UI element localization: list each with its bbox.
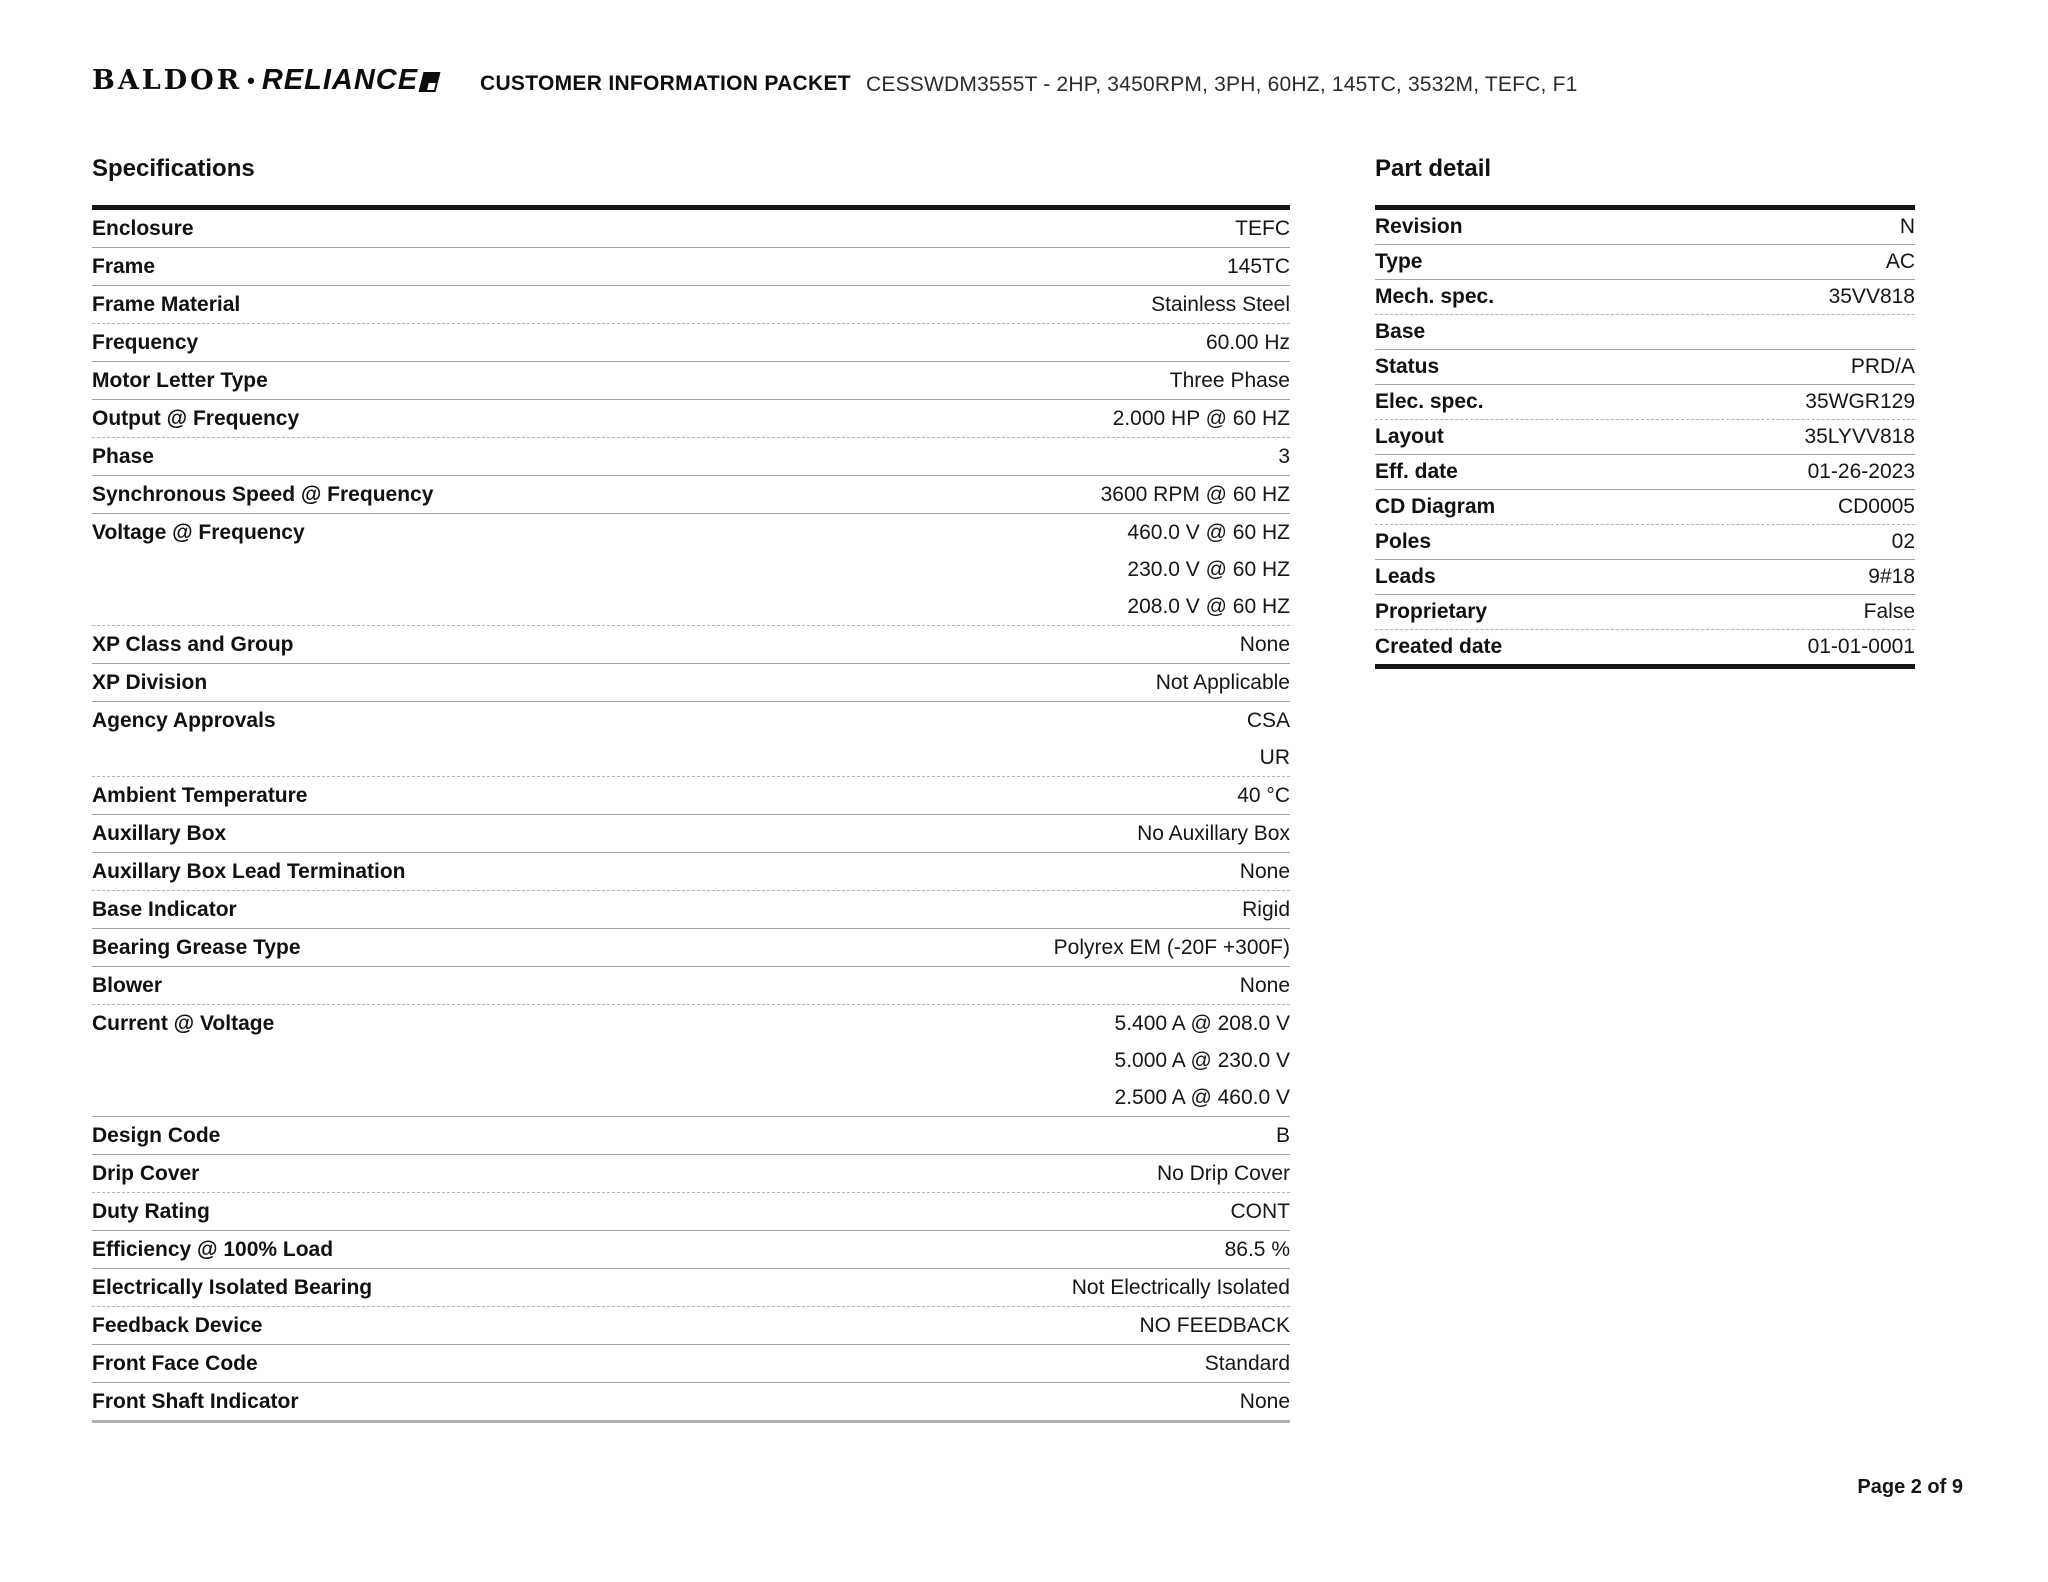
baldor-wordmark: BALDOR — [92, 65, 243, 96]
row-value-line: 230.0 V @ 60 HZ — [1127, 558, 1290, 581]
row-value — [1240, 626, 1290, 663]
table-row — [92, 1193, 1290, 1231]
product-code: CESSWDM3555T - 2HP, 3450RPM, 3PH, 60HZ, 145TC, 3532M, TEFC, F1 — [866, 73, 1578, 96]
row-value — [1225, 1231, 1290, 1268]
row-label: Current @ Voltage — [92, 1012, 275, 1035]
document-title: CUSTOMER INFORMATION PACKET — [480, 72, 851, 95]
row-label: Proprietary — [1375, 600, 1488, 623]
row-value — [1054, 929, 1290, 966]
table-row — [92, 664, 1290, 702]
row-label: Phase — [92, 445, 154, 468]
row-value — [1072, 1269, 1290, 1306]
table-row — [92, 1269, 1290, 1307]
row-label: Layout — [1375, 425, 1444, 448]
row-value-line: Polyrex EM (-20F +300F) — [1053, 936, 1290, 959]
row-value-line: 9#18 — [1868, 565, 1915, 588]
row-value — [1156, 664, 1290, 701]
row-value — [1240, 853, 1290, 890]
row-value-line: AC — [1885, 250, 1915, 273]
table-row — [1375, 420, 1915, 455]
row-value-line: PRD/A — [1850, 355, 1915, 378]
specifications-section — [92, 155, 1290, 1423]
part-detail-section — [1375, 155, 1915, 669]
table-row — [1375, 385, 1915, 420]
table-row — [92, 1345, 1290, 1383]
row-value — [1900, 210, 1915, 244]
row-label: Created date — [1375, 635, 1503, 658]
row-value-line: 35LYVV818 — [1804, 425, 1915, 448]
row-value-line: TEFC — [1235, 217, 1290, 240]
row-value-line: 5.400 A @ 208.0 V — [1114, 1012, 1290, 1035]
row-value — [1206, 324, 1290, 361]
row-value-line: UR — [1259, 746, 1290, 769]
row-value-line: Not Electrically Isolated — [1071, 1276, 1290, 1299]
row-value — [1242, 891, 1290, 928]
row-value-line: CSA — [1246, 709, 1290, 732]
table-row — [1375, 595, 1915, 630]
row-value — [1227, 248, 1290, 285]
specifications-title: Specifications — [92, 155, 255, 182]
reliance-box-icon — [419, 72, 441, 92]
row-value-line: 208.0 V @ 60 HZ — [1127, 595, 1290, 618]
row-label: Duty Rating — [92, 1200, 210, 1223]
row-label: Frame — [92, 255, 156, 278]
row-label: Auxillary Box Lead Termination — [92, 860, 406, 883]
table-row — [92, 1117, 1290, 1155]
row-value — [1278, 438, 1290, 475]
row-label: Base Indicator — [92, 898, 237, 921]
row-label: Blower — [92, 974, 163, 997]
row-value — [1808, 630, 1915, 664]
row-label: Design Code — [92, 1124, 221, 1147]
part-detail-title: Part detail — [1375, 155, 1492, 182]
row-label: Output @ Frequency — [92, 407, 300, 430]
row-value-line: 86.5 % — [1224, 1238, 1290, 1261]
row-value — [1151, 286, 1290, 323]
row-value — [1127, 514, 1290, 625]
row-label: Elec. spec. — [1375, 390, 1484, 413]
row-value-line: None — [1239, 1390, 1290, 1413]
row-label: Synchronous Speed @ Frequency — [92, 483, 434, 506]
row-value — [1115, 1005, 1290, 1116]
row-label: Revision — [1375, 215, 1463, 238]
part-detail-table — [1375, 205, 1915, 669]
row-label: Eff. date — [1375, 460, 1458, 483]
specifications-table — [92, 205, 1290, 1423]
row-value — [1170, 362, 1290, 399]
row-value-line: 3 — [1278, 445, 1290, 468]
row-value-line: No Auxillary Box — [1137, 822, 1290, 845]
row-label: Ambient Temperature — [92, 784, 308, 807]
row-label: Electrically Isolated Bearing — [92, 1276, 373, 1299]
table-row — [92, 702, 1290, 777]
row-value-line: CD0005 — [1837, 495, 1915, 518]
row-label: Leads — [1375, 565, 1436, 588]
row-value — [1247, 702, 1290, 776]
row-value — [1886, 245, 1915, 279]
table-row — [92, 324, 1290, 362]
row-label: Efficiency @ 100% Load — [92, 1238, 334, 1261]
row-label: XP Class and Group — [92, 633, 294, 656]
row-value-line: Three Phase — [1169, 369, 1290, 392]
row-label: Voltage @ Frequency — [92, 521, 305, 544]
table-row — [92, 1005, 1290, 1117]
table-row — [1375, 630, 1915, 664]
table-row — [92, 891, 1290, 929]
row-value-line: 02 — [1891, 530, 1915, 553]
table-row — [1375, 315, 1915, 350]
row-value-line: 01-26-2023 — [1807, 460, 1915, 483]
table-row — [92, 514, 1290, 626]
row-label: CD Diagram — [1375, 495, 1496, 518]
table-row — [1375, 455, 1915, 490]
table-row — [92, 476, 1290, 514]
table-row — [92, 853, 1290, 891]
table-row — [92, 1155, 1290, 1193]
table-row — [1375, 560, 1915, 595]
row-value-line: 40 °C — [1237, 784, 1290, 807]
row-label: Mech. spec. — [1375, 285, 1495, 308]
row-value — [1240, 967, 1290, 1004]
row-value-line: None — [1239, 860, 1290, 883]
row-label: Motor Letter Type — [92, 369, 268, 392]
row-label: Status — [1375, 355, 1440, 378]
row-label: Base — [1375, 320, 1426, 343]
row-value-line: 3600 RPM @ 60 HZ — [1100, 483, 1290, 506]
row-value-line: No Drip Cover — [1156, 1162, 1290, 1185]
table-row — [92, 777, 1290, 815]
row-value-line: 145TC — [1226, 255, 1290, 278]
row-value-line: 2.000 HP @ 60 HZ — [1112, 407, 1290, 430]
row-value — [1157, 1155, 1290, 1192]
table-row — [92, 626, 1290, 664]
row-label: Feedback Device — [92, 1314, 263, 1337]
row-value-line: 60.00 Hz — [1205, 331, 1290, 354]
row-value-line: Standard — [1204, 1352, 1290, 1375]
row-label: Type — [1375, 250, 1423, 273]
row-value-line: None — [1239, 633, 1290, 656]
row-value-line: B — [1275, 1124, 1290, 1147]
row-value-line: Rigid — [1242, 898, 1290, 921]
row-value-line: 35VV818 — [1828, 285, 1915, 308]
row-label: Front Face Code — [92, 1352, 258, 1375]
table-row — [1375, 525, 1915, 560]
row-label: Drip Cover — [92, 1162, 200, 1185]
row-value — [1804, 420, 1915, 454]
table-row — [1375, 245, 1915, 280]
row-value — [1139, 1307, 1290, 1344]
table-row — [1375, 490, 1915, 525]
row-value — [1805, 385, 1915, 419]
row-value-line: None — [1239, 974, 1290, 997]
table-row — [92, 929, 1290, 967]
row-value — [1205, 1345, 1290, 1382]
table-row — [1375, 350, 1915, 385]
row-value-line: False — [1863, 600, 1915, 623]
row-value-line: 5.000 A @ 230.0 V — [1114, 1049, 1290, 1072]
table-row — [92, 1383, 1290, 1420]
table-row — [92, 286, 1290, 324]
row-value-line: N — [1899, 215, 1915, 238]
row-value — [1851, 350, 1915, 384]
row-value — [1101, 476, 1290, 513]
table-row — [92, 1307, 1290, 1345]
row-value-line: Stainless Steel — [1151, 293, 1290, 316]
row-value — [1231, 1193, 1291, 1230]
row-value — [1113, 400, 1290, 437]
table-row — [92, 1231, 1290, 1269]
table-row — [92, 362, 1290, 400]
row-value — [1240, 1383, 1290, 1420]
row-value — [1829, 280, 1915, 314]
row-label: Auxillary Box — [92, 822, 227, 845]
row-value — [1864, 595, 1915, 629]
row-value — [1276, 1117, 1290, 1154]
row-label: Poles — [1375, 530, 1432, 553]
row-value-line: CONT — [1230, 1200, 1290, 1223]
row-value-line: 460.0 V @ 60 HZ — [1127, 521, 1290, 544]
row-label: Bearing Grease Type — [92, 936, 301, 959]
row-value-line: 35WGR129 — [1805, 390, 1915, 413]
row-label: Enclosure — [92, 217, 194, 240]
row-value — [1808, 455, 1915, 489]
row-value — [1892, 525, 1915, 559]
page-indicator: Page 2 of 9 — [1857, 1476, 1963, 1498]
reliance-wordmark: RELIANCE — [261, 64, 419, 96]
row-value — [1838, 490, 1915, 524]
logo-dot-separator: • — [247, 67, 255, 93]
row-value — [1235, 210, 1290, 247]
row-label: Agency Approvals — [92, 709, 276, 732]
row-label: Front Shaft Indicator — [92, 1390, 299, 1413]
row-label: Frequency — [92, 331, 199, 354]
table-row — [92, 400, 1290, 438]
table-row — [92, 210, 1290, 248]
table-row — [92, 815, 1290, 853]
row-value — [1237, 777, 1290, 814]
row-value-line: 01-01-0001 — [1807, 635, 1915, 658]
table-row — [92, 248, 1290, 286]
table-row — [1375, 280, 1915, 315]
table-row — [92, 438, 1290, 476]
table-row — [92, 967, 1290, 1005]
row-label: Frame Material — [92, 293, 241, 316]
brand-logo — [92, 64, 438, 97]
table-row — [1375, 210, 1915, 245]
row-value — [1868, 560, 1915, 594]
row-value-line: Not Applicable — [1155, 671, 1290, 694]
row-value-line: 2.500 A @ 460.0 V — [1114, 1086, 1290, 1109]
row-label: XP Division — [92, 671, 208, 694]
row-value — [1137, 815, 1290, 852]
row-value-line: NO FEEDBACK — [1139, 1314, 1290, 1337]
